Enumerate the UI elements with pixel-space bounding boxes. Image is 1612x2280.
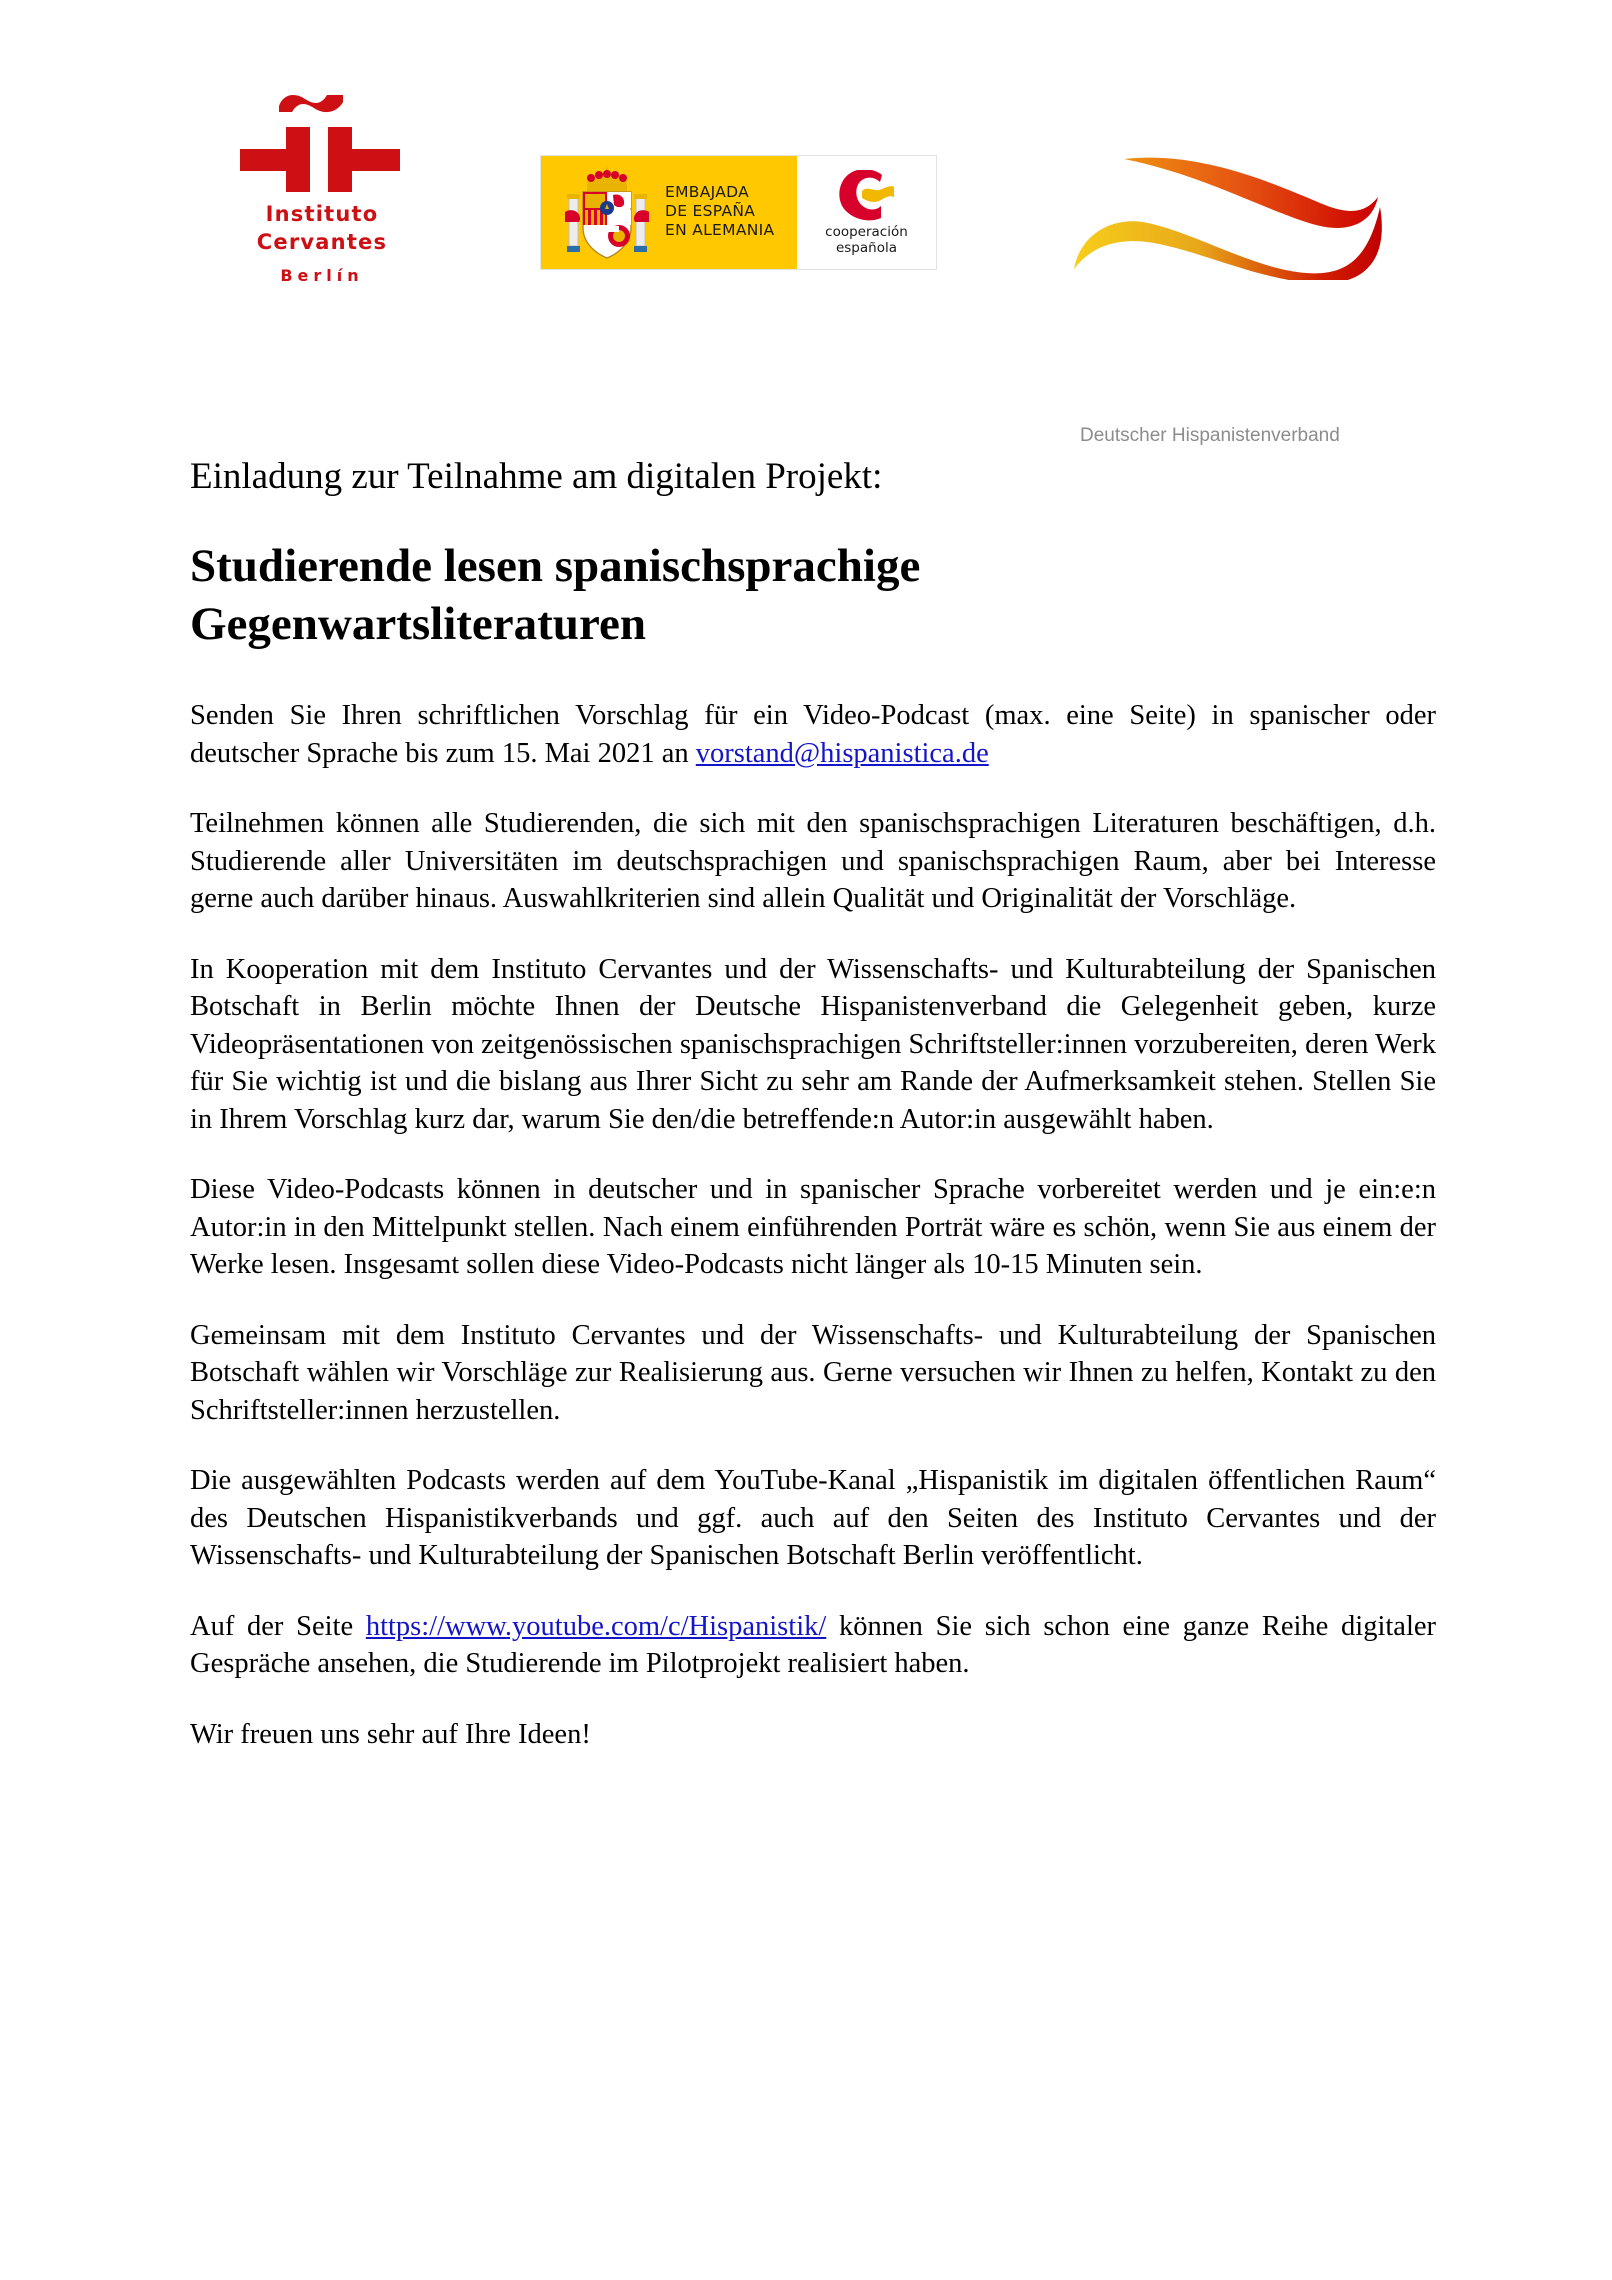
youtube-text-before: Auf der Seite: [190, 1610, 366, 1642]
cooperacion-espanola-panel: [797, 156, 936, 269]
embassy-logo-text: [665, 183, 774, 240]
cooperacion-c-icon: [836, 170, 898, 222]
page-title-line1: Studierende lesen spanischsprachige: [190, 540, 921, 592]
spain-coat-of-arms-icon: [561, 164, 653, 260]
cervantes-tilde-icon: [277, 92, 345, 114]
page-title: [190, 537, 1436, 653]
paragraph-submission: [190, 697, 1436, 772]
paragraph-youtube: [190, 1608, 1436, 1683]
coop-line2: española: [835, 239, 897, 256]
cervantes-logo-line3: Berlín: [280, 266, 364, 285]
paragraph-selection: Gemeinsam mit dem Instituto Cervantes und der Wissenschafts- und Kulturabteilung der Spanischen Botschaft wählen wir Vorschläge zur Realisierung aus. Gerne versuchen wir Ihnen zu helfen, Kontakt zu den Schriftsteller:innen herzustellen.: [190, 1319, 1436, 1426]
page-title-line2: Gegenwartsliteraturen: [190, 598, 646, 650]
cooperacion-espanola-text: [825, 224, 908, 256]
cervantes-logo-line2: Cervantes: [256, 230, 388, 254]
cervantes-logo-line1: Instituto: [265, 202, 379, 226]
youtube-channel-link[interactable]: https://www.youtube.com/c/Hispanistik/: [365, 1610, 827, 1642]
hispanistenverband-caption: Deutscher Hispanistenverband: [1080, 425, 1340, 446]
embassy-logo-line2: DE ESPAÑA: [665, 202, 756, 220]
paragraph-publication: Die ausgewählten Podcasts werden auf dem YouTube-Kanal „Hispanistik im digitalen öffentlichen Raum“ des Deutschen Hispanistikverbands und ggf. auch auf den Seiten des Instituto Cervantes und der Wissenschafts- und Kulturabteilung der Spanischen Botschaft Berlin veröffentlicht.: [190, 1465, 1436, 1571]
email-link[interactable]: vorstand@hispanistica.de: [695, 737, 989, 769]
paragraph-format: Diese Video-Podcasts können in deutscher und in spanischer Sprache vorbereitet werden und je ein:e:n Autor:in in den Mittelpunkt stellen. Nach einem einführenden Porträt wäre es schön, wenn Sie aus einem der Werke lesen. Insgesamt sollen diese Video-Podcasts nicht länger als 10-15 Minuten sein.: [190, 1174, 1436, 1280]
embassy-logo-line3: EN ALEMANIA: [665, 221, 775, 239]
invitation-kicker: Einladung zur Teilnahme am digitalen Projekt:: [190, 456, 883, 497]
embassy-yellow-panel: [541, 156, 797, 269]
logo-band: [0, 70, 1612, 446]
embassy-logo-line1: EMBAJADA: [665, 183, 749, 201]
document-content: [190, 455, 1436, 1753]
embassy-of-spain-logo: [540, 155, 937, 270]
closing-line: Wir freuen uns sehr auf Ihre Ideen!: [190, 1718, 591, 1750]
submission-text-before: Senden Sie Ihren schriftlichen Vorschlag für ein Video-Podcast (max. eine Seite) in spanischer oder deutscher Sprache bis zum 15. Mai 2021 an: [190, 700, 1436, 769]
paragraph-eligibility: Teilnehmen können alle Studierenden, die sich mit den spanischsprachigen Literaturen beschäftigen, d.h. Studierende aller Universitäten im deutschsprachigen und spanischsprachigen Raum, aber bei Interesse gerne auch darüber hinaus. Auswahlkriterien sind allein Qualität und Originalität der Vorschläge.: [190, 808, 1436, 914]
youtube-text-after: können Sie sich schon eine ganze Reihe digitaler Gespräche ansehen, die Studierende im Pilotprojekt realisiert haben.: [190, 1610, 1437, 1679]
cervantes-cross-icon: [240, 127, 400, 192]
paragraph-cooperation: In Kooperation mit dem Instituto Cervantes und der Wissenschafts- und Kulturabteilung der Spanischen Botschaft in Berlin möchte Ihnen der Deutsche Hispanistenverband die Gelegenheit geben, kurze Videopräsentationen von zeitgenössischen spanischsprachigen Schriftsteller:innen vorzubereiten, deren Werk für Sie wichtig ist und die bislang aus Ihrer Sicht zu sehr am Rande der Aufmerksamkeit stehen. Stellen Sie in Ihrem Vorschlag kurz dar, warum Sie den/die betreffende:n Autor:in ausgewählt haben.: [190, 953, 1436, 1135]
coop-line1: cooperación: [825, 223, 908, 240]
hispanistenverband-swoosh-icon: [1058, 145, 1418, 280]
instituto-cervantes-logo: [232, 80, 412, 285]
